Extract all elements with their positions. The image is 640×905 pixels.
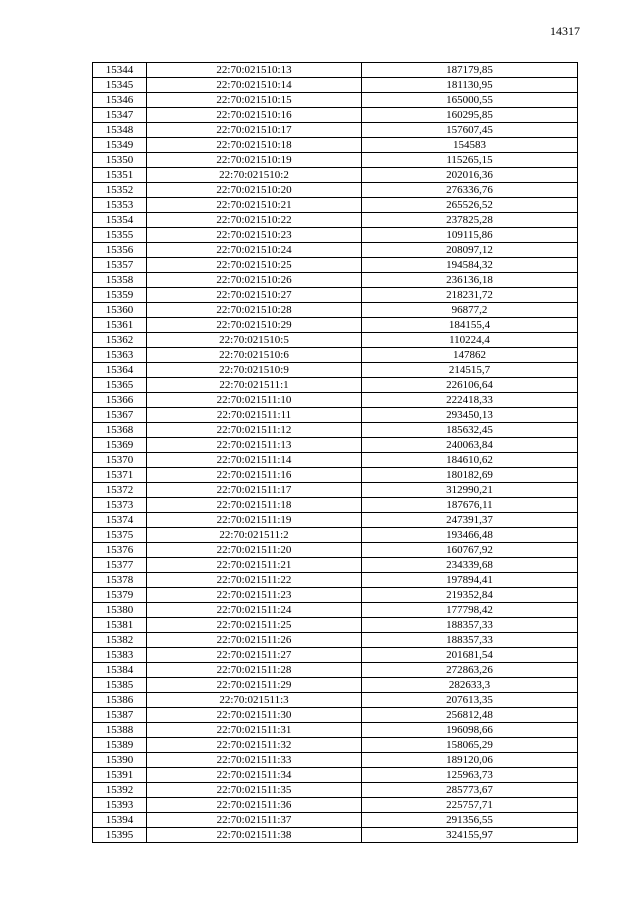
row-number-cell: 15383 — [93, 648, 147, 663]
cadastral-value-cell: 184610,62 — [362, 453, 578, 468]
row-number-cell: 15392 — [93, 783, 147, 798]
cadastral-number-cell: 22:70:021511:12 — [147, 423, 362, 438]
table-row — [93, 603, 578, 618]
table-row — [93, 618, 578, 633]
cadastral-number-cell: 22:70:021511:10 — [147, 393, 362, 408]
row-number-cell: 15351 — [93, 168, 147, 183]
row-number-cell: 15363 — [93, 348, 147, 363]
cadastral-number-cell: 22:70:021511:24 — [147, 603, 362, 618]
cadastral-number-cell: 22:70:021511:23 — [147, 588, 362, 603]
cadastral-number-cell: 22:70:021510:14 — [147, 78, 362, 93]
cadastral-value-cell: 187676,11 — [362, 498, 578, 513]
cadastral-value-cell: 291356,55 — [362, 813, 578, 828]
table-row — [93, 453, 578, 468]
cadastral-number-cell: 22:70:021511:19 — [147, 513, 362, 528]
table-row — [93, 828, 578, 843]
cadastral-number-cell: 22:70:021511:25 — [147, 618, 362, 633]
cadastral-number-cell: 22:70:021510:16 — [147, 108, 362, 123]
cadastral-value-cell: 187179,85 — [362, 63, 578, 78]
table-row — [93, 138, 578, 153]
cadastral-value-cell: 189120,06 — [362, 753, 578, 768]
table-row — [93, 633, 578, 648]
cadastral-number-cell: 22:70:021510:5 — [147, 333, 362, 348]
table-row — [93, 798, 578, 813]
table-row — [93, 573, 578, 588]
cadastral-value-cell: 219352,84 — [362, 588, 578, 603]
row-number-cell: 15360 — [93, 303, 147, 318]
cadastral-number-cell: 22:70:021510:22 — [147, 213, 362, 228]
row-number-cell: 15358 — [93, 273, 147, 288]
cadastral-number-cell: 22:70:021510:18 — [147, 138, 362, 153]
row-number-cell: 15380 — [93, 603, 147, 618]
cadastral-value-cell: 324155,97 — [362, 828, 578, 843]
cadastral-value-cell: 185632,45 — [362, 423, 578, 438]
cadastral-value-cell: 96877,2 — [362, 303, 578, 318]
cadastral-number-cell: 22:70:021511:26 — [147, 633, 362, 648]
row-number-cell: 15385 — [93, 678, 147, 693]
cadastral-number-cell: 22:70:021511:38 — [147, 828, 362, 843]
row-number-cell: 15362 — [93, 333, 147, 348]
cadastral-value-cell: 188357,33 — [362, 618, 578, 633]
cadastral-number-cell: 22:70:021511:20 — [147, 543, 362, 558]
cadastral-value-cell: 282633,3 — [362, 678, 578, 693]
row-number-cell: 15375 — [93, 528, 147, 543]
table-row — [93, 153, 578, 168]
cadastral-value-table — [92, 62, 578, 843]
cadastral-value-cell: 201681,54 — [362, 648, 578, 663]
cadastral-value-cell: 109115,86 — [362, 228, 578, 243]
cadastral-number-cell: 22:70:021511:27 — [147, 648, 362, 663]
cadastral-value-cell: 157607,45 — [362, 123, 578, 138]
table-row — [93, 348, 578, 363]
cadastral-number-cell: 22:70:021510:27 — [147, 288, 362, 303]
cadastral-number-cell: 22:70:021510:9 — [147, 363, 362, 378]
row-number-cell: 15379 — [93, 588, 147, 603]
row-number-cell: 15359 — [93, 288, 147, 303]
cadastral-value-cell: 276336,76 — [362, 183, 578, 198]
row-number-cell: 15388 — [93, 723, 147, 738]
cadastral-value-cell: 188357,33 — [362, 633, 578, 648]
table-row — [93, 78, 578, 93]
cadastral-number-cell: 22:70:021511:2 — [147, 528, 362, 543]
cadastral-number-cell: 22:70:021510:6 — [147, 348, 362, 363]
cadastral-number-cell: 22:70:021511:11 — [147, 408, 362, 423]
row-number-cell: 15368 — [93, 423, 147, 438]
row-number-cell: 15353 — [93, 198, 147, 213]
cadastral-value-cell: 202016,36 — [362, 168, 578, 183]
table-row — [93, 303, 578, 318]
row-number-cell: 15386 — [93, 693, 147, 708]
cadastral-number-cell: 22:70:021511:36 — [147, 798, 362, 813]
row-number-cell: 15387 — [93, 708, 147, 723]
cadastral-number-cell: 22:70:021510:24 — [147, 243, 362, 258]
row-number-cell: 15384 — [93, 663, 147, 678]
cadastral-number-cell: 22:70:021511:30 — [147, 708, 362, 723]
cadastral-value-cell: 208097,12 — [362, 243, 578, 258]
cadastral-number-cell: 22:70:021510:23 — [147, 228, 362, 243]
table-row — [93, 723, 578, 738]
cadastral-number-cell: 22:70:021511:32 — [147, 738, 362, 753]
cadastral-value-cell: 180182,69 — [362, 468, 578, 483]
cadastral-number-cell: 22:70:021510:20 — [147, 183, 362, 198]
cadastral-number-cell: 22:70:021511:14 — [147, 453, 362, 468]
cadastral-value-cell: 197894,41 — [362, 573, 578, 588]
cadastral-value-cell: 207613,35 — [362, 693, 578, 708]
row-number-cell: 15374 — [93, 513, 147, 528]
row-number-cell: 15350 — [93, 153, 147, 168]
cadastral-value-cell: 196098,66 — [362, 723, 578, 738]
table-row — [93, 438, 578, 453]
cadastral-number-cell: 22:70:021510:15 — [147, 93, 362, 108]
table-row — [93, 513, 578, 528]
cadastral-number-cell: 22:70:021511:21 — [147, 558, 362, 573]
cadastral-number-cell: 22:70:021510:13 — [147, 63, 362, 78]
cadastral-number-cell: 22:70:021511:13 — [147, 438, 362, 453]
table-row — [93, 183, 578, 198]
table-row — [93, 768, 578, 783]
cadastral-value-cell: 158065,29 — [362, 738, 578, 753]
table-row — [93, 258, 578, 273]
cadastral-value-cell: 115265,15 — [362, 153, 578, 168]
cadastral-value-cell: 312990,21 — [362, 483, 578, 498]
cadastral-number-cell: 22:70:021511:37 — [147, 813, 362, 828]
table-row — [93, 498, 578, 513]
row-number-cell: 15357 — [93, 258, 147, 273]
cadastral-value-cell: 147862 — [362, 348, 578, 363]
row-number-cell: 15347 — [93, 108, 147, 123]
cadastral-number-cell: 22:70:021511:33 — [147, 753, 362, 768]
cadastral-number-cell: 22:70:021511:1 — [147, 378, 362, 393]
cadastral-value-cell: 181130,95 — [362, 78, 578, 93]
cadastral-value-cell: 247391,37 — [362, 513, 578, 528]
row-number-cell: 15354 — [93, 213, 147, 228]
cadastral-value-cell: 154583 — [362, 138, 578, 153]
cadastral-value-cell: 193466,48 — [362, 528, 578, 543]
cadastral-number-cell: 22:70:021510:25 — [147, 258, 362, 273]
table-row — [93, 558, 578, 573]
page-number: 14317 — [550, 24, 580, 38]
cadastral-value-cell: 165000,55 — [362, 93, 578, 108]
row-number-cell: 15376 — [93, 543, 147, 558]
cadastral-number-cell: 22:70:021511:34 — [147, 768, 362, 783]
row-number-cell: 15377 — [93, 558, 147, 573]
row-number-cell: 15348 — [93, 123, 147, 138]
row-number-cell: 15370 — [93, 453, 147, 468]
row-number-cell: 15367 — [93, 408, 147, 423]
table-row — [93, 288, 578, 303]
cadastral-number-cell: 22:70:021511:35 — [147, 783, 362, 798]
cadastral-number-cell: 22:70:021511:3 — [147, 693, 362, 708]
cadastral-value-cell: 237825,28 — [362, 213, 578, 228]
table-row — [93, 168, 578, 183]
cadastral-number-cell: 22:70:021511:31 — [147, 723, 362, 738]
row-number-cell: 15352 — [93, 183, 147, 198]
row-number-cell: 15372 — [93, 483, 147, 498]
table-row — [93, 93, 578, 108]
table-row — [93, 123, 578, 138]
cadastral-value-cell: 125963,73 — [362, 768, 578, 783]
cadastral-number-cell: 22:70:021510:2 — [147, 168, 362, 183]
row-number-cell: 15369 — [93, 438, 147, 453]
row-number-cell: 15355 — [93, 228, 147, 243]
cadastral-value-cell: 218231,72 — [362, 288, 578, 303]
cadastral-value-cell: 272863,26 — [362, 663, 578, 678]
cadastral-value-cell: 110224,4 — [362, 333, 578, 348]
table-row — [93, 468, 578, 483]
table-row — [93, 693, 578, 708]
cadastral-value-cell: 184155,4 — [362, 318, 578, 333]
table-row — [93, 783, 578, 798]
table-row — [93, 393, 578, 408]
cadastral-value-cell: 236136,18 — [362, 273, 578, 288]
row-number-cell: 15378 — [93, 573, 147, 588]
row-number-cell: 15389 — [93, 738, 147, 753]
row-number-cell: 15393 — [93, 798, 147, 813]
row-number-cell: 15390 — [93, 753, 147, 768]
cadastral-number-cell: 22:70:021511:22 — [147, 573, 362, 588]
cadastral-value-cell: 265526,52 — [362, 198, 578, 213]
table-row — [93, 588, 578, 603]
cadastral-value-cell: 285773,67 — [362, 783, 578, 798]
row-number-cell: 15346 — [93, 93, 147, 108]
row-number-cell: 15395 — [93, 828, 147, 843]
table-row — [93, 273, 578, 288]
table-row — [93, 663, 578, 678]
table-row — [93, 483, 578, 498]
cadastral-number-cell: 22:70:021510:17 — [147, 123, 362, 138]
cadastral-value-cell: 226106,64 — [362, 378, 578, 393]
table-row — [93, 738, 578, 753]
row-number-cell: 15371 — [93, 468, 147, 483]
cadastral-value-cell: 222418,33 — [362, 393, 578, 408]
row-number-cell: 15361 — [93, 318, 147, 333]
cadastral-number-cell: 22:70:021511:29 — [147, 678, 362, 693]
table-row — [93, 813, 578, 828]
table-row — [93, 378, 578, 393]
cadastral-value-cell: 240063,84 — [362, 438, 578, 453]
row-number-cell: 15382 — [93, 633, 147, 648]
row-number-cell: 15373 — [93, 498, 147, 513]
cadastral-value-cell: 225757,71 — [362, 798, 578, 813]
row-number-cell: 15394 — [93, 813, 147, 828]
table-row — [93, 708, 578, 723]
table-row — [93, 528, 578, 543]
cadastral-value-cell: 293450,13 — [362, 408, 578, 423]
cadastral-number-cell: 22:70:021510:19 — [147, 153, 362, 168]
cadastral-value-cell: 194584,32 — [362, 258, 578, 273]
row-number-cell: 15356 — [93, 243, 147, 258]
table-row — [93, 678, 578, 693]
row-number-cell: 15349 — [93, 138, 147, 153]
table-row — [93, 63, 578, 78]
table-body — [93, 63, 578, 843]
table-row — [93, 198, 578, 213]
table-row — [93, 408, 578, 423]
cadastral-number-cell: 22:70:021510:26 — [147, 273, 362, 288]
cadastral-value-cell: 214515,7 — [362, 363, 578, 378]
cadastral-value-cell: 160295,85 — [362, 108, 578, 123]
table-row — [93, 333, 578, 348]
row-number-cell: 15365 — [93, 378, 147, 393]
table-row — [93, 318, 578, 333]
table-row — [93, 228, 578, 243]
row-number-cell: 15364 — [93, 363, 147, 378]
table-row — [93, 648, 578, 663]
cadastral-number-cell: 22:70:021510:29 — [147, 318, 362, 333]
cadastral-number-cell: 22:70:021511:28 — [147, 663, 362, 678]
row-number-cell: 15344 — [93, 63, 147, 78]
row-number-cell: 15381 — [93, 618, 147, 633]
table-row — [93, 543, 578, 558]
cadastral-value-cell: 234339,68 — [362, 558, 578, 573]
table-row — [93, 363, 578, 378]
table-row — [93, 423, 578, 438]
cadastral-number-cell: 22:70:021511:17 — [147, 483, 362, 498]
cadastral-value-cell: 160767,92 — [362, 543, 578, 558]
cadastral-number-cell: 22:70:021510:21 — [147, 198, 362, 213]
row-number-cell: 15391 — [93, 768, 147, 783]
cadastral-value-cell: 177798,42 — [362, 603, 578, 618]
table-row — [93, 108, 578, 123]
row-number-cell: 15345 — [93, 78, 147, 93]
cadastral-number-cell: 22:70:021511:18 — [147, 498, 362, 513]
table-row — [93, 213, 578, 228]
cadastral-number-cell: 22:70:021510:28 — [147, 303, 362, 318]
row-number-cell: 15366 — [93, 393, 147, 408]
table-row — [93, 753, 578, 768]
cadastral-value-cell: 256812,48 — [362, 708, 578, 723]
cadastral-number-cell: 22:70:021511:16 — [147, 468, 362, 483]
table-row — [93, 243, 578, 258]
